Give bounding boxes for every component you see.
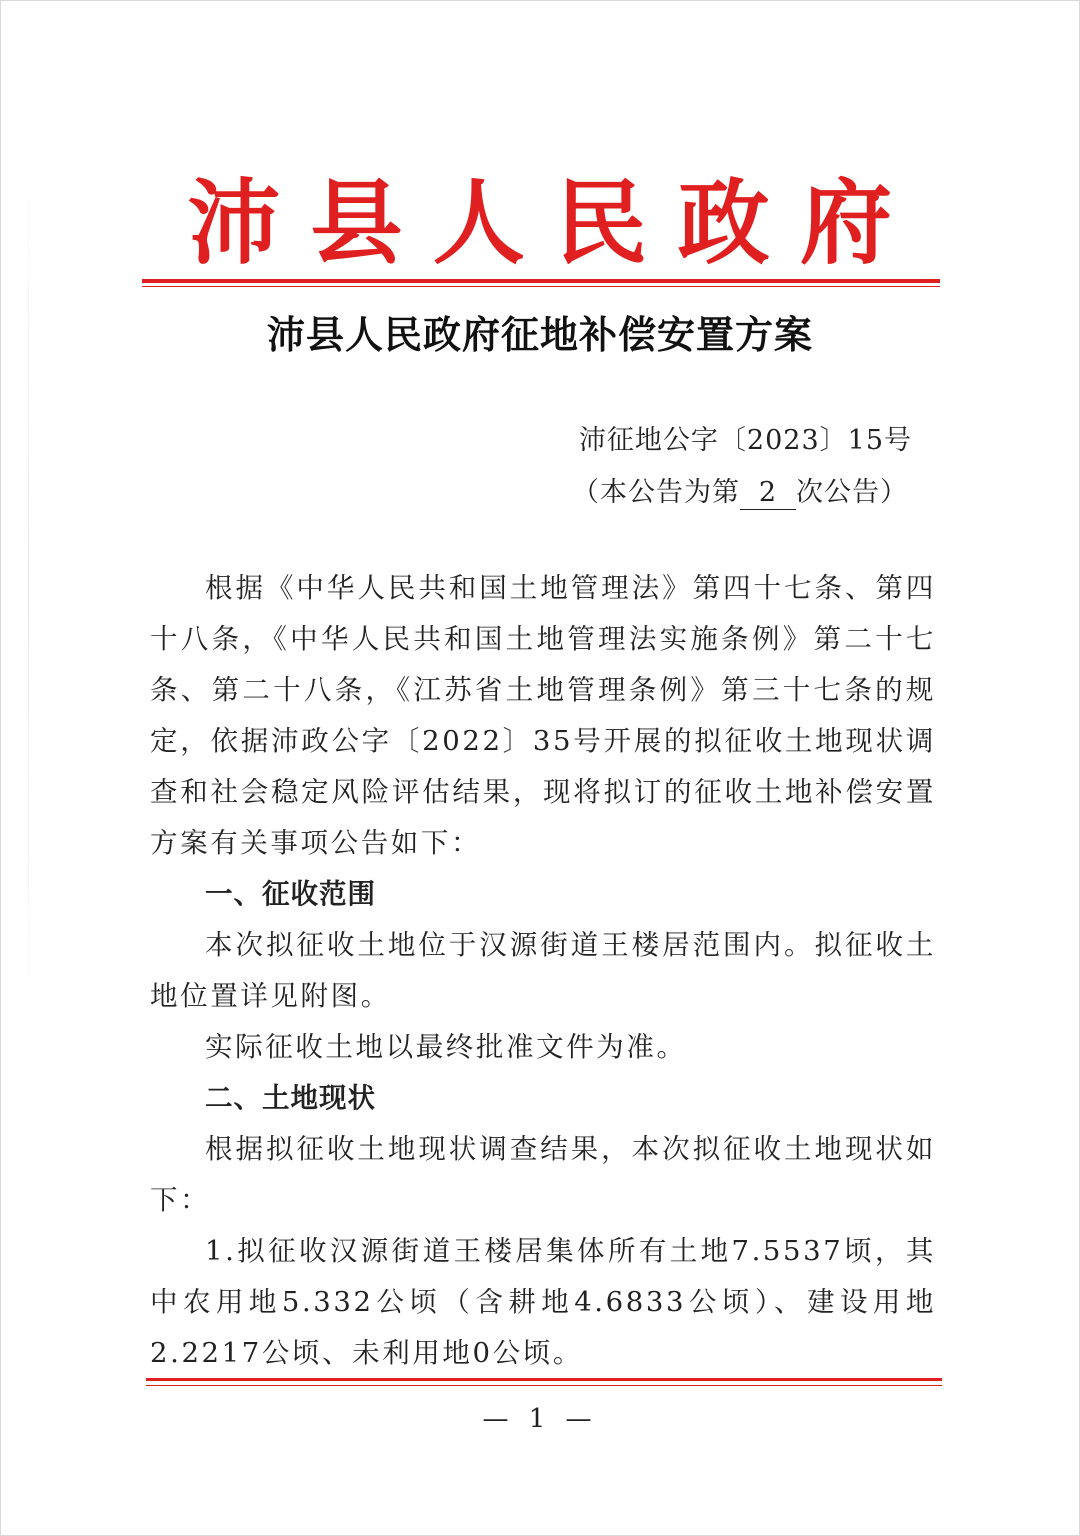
- masthead-char: 县: [310, 169, 403, 277]
- masthead-char: 沛: [188, 169, 281, 277]
- masthead-divider: [142, 279, 940, 287]
- masthead-char: 政: [677, 169, 770, 277]
- body-paragraph: 实际征收土地以最终批准文件为准。: [205, 1031, 687, 1063]
- body-paragraph: 1.拟征收汉源街道王楼居集体所有土地7.5537顷，其中农用地5.332公顷（含耕地4.6833公顷）、建设用地2.2217公顷、未利用地0公顷。: [150, 1235, 936, 1369]
- notice-order-number: 2: [740, 477, 796, 510]
- document-body: [150, 563, 936, 1379]
- page-number: — 1 —: [482, 1404, 598, 1434]
- notice-order-prefix: （本公告为第: [572, 477, 740, 508]
- body-paragraph: 本次拟征收土地位于汉源街道王楼居范围内。拟征收土地位置详见附图。: [150, 929, 936, 1012]
- document-number: 沛征地公字〔2023〕15号: [578, 425, 912, 456]
- section-heading: 一、征收范围: [205, 878, 376, 910]
- masthead-char: 民: [555, 169, 648, 277]
- notice-order-suffix: 次公告）: [796, 477, 908, 508]
- document-title: 沛县人民政府征地补偿安置方案: [266, 312, 813, 357]
- masthead-char: 府: [799, 169, 892, 277]
- footer-divider: [146, 1378, 942, 1386]
- masthead-char: 人: [432, 169, 525, 277]
- paper-crease: [28, 140, 29, 1040]
- intro-paragraph: 根据《中华人民共和国土地管理法》第四十七条、第四十八条，《中华人民共和国土地管理法实施条例》第二十七条、第二十八条，《江苏省土地管理条例》第三十七条的规定，依据沛政公字〔2022〕35号开展的拟征收土地现状调查和社会稳定风险评估结果，现将拟订的征收土地补偿安置方案有关事项公告如下：: [150, 572, 936, 859]
- section-heading: 二、土地现状: [205, 1082, 376, 1114]
- issuer-masthead: [140, 168, 940, 278]
- notice-order: [572, 470, 908, 510]
- body-paragraph: 根据拟征收土地现状调查结果，本次拟征收土地现状如下：: [150, 1133, 936, 1216]
